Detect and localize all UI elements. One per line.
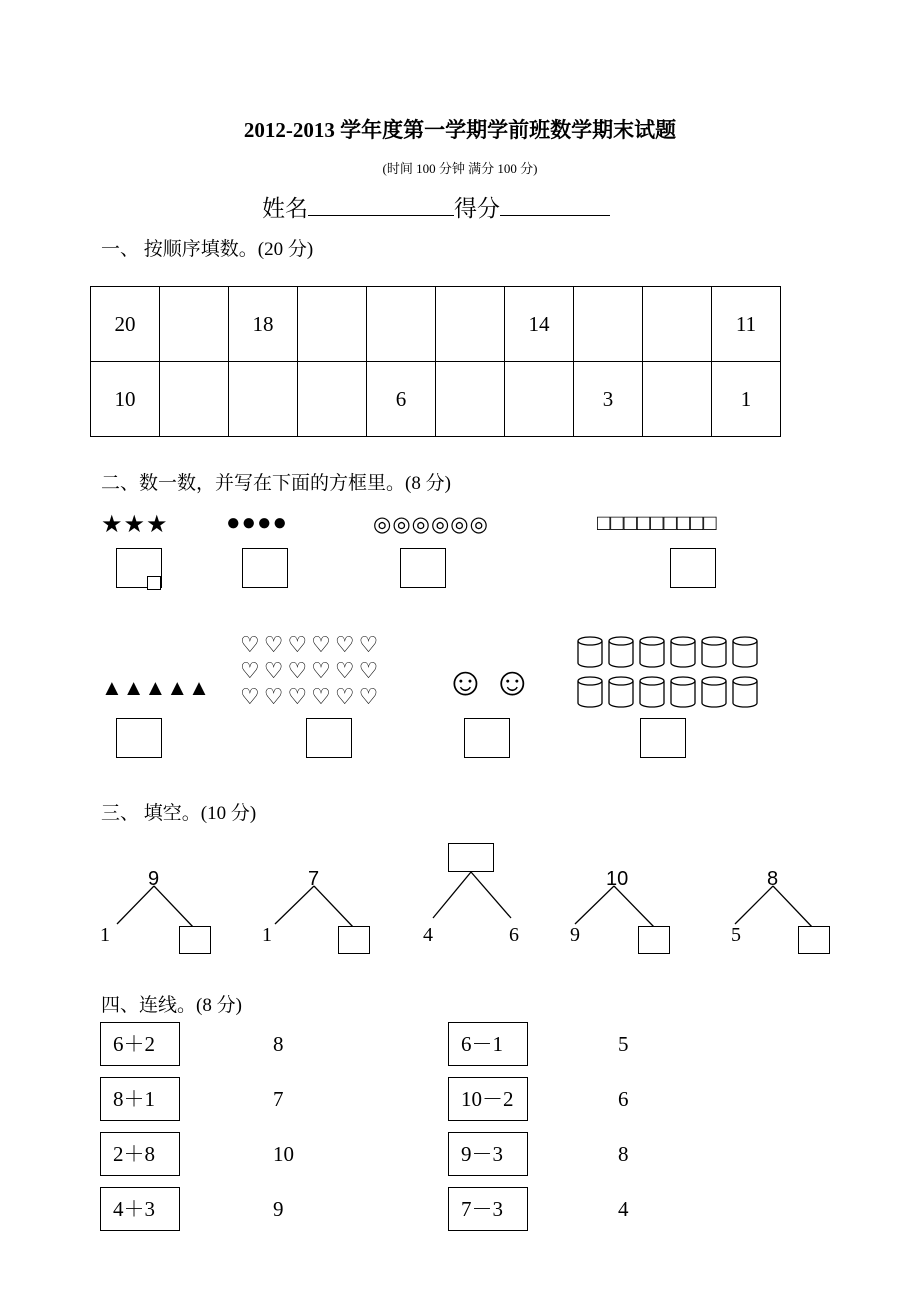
sequence-cell-blank[interactable]: [298, 287, 367, 362]
sequence-cell-blank[interactable]: [574, 287, 643, 362]
tree-answer-box[interactable]: [448, 843, 494, 872]
cylinder-icon: [609, 677, 633, 707]
hearts-row: ♡♡♡♡♡♡: [240, 632, 383, 657]
section-4-heading: 四、连线。(8 分): [101, 995, 242, 1016]
sequence-cell: 6: [367, 362, 436, 437]
answer-number[interactable]: 6: [618, 1087, 629, 1111]
sequence-cell-blank[interactable]: [505, 362, 574, 437]
expression-box[interactable]: 9－3: [448, 1132, 528, 1176]
cylinder-icon: [733, 677, 757, 707]
tree-left-number: 1: [262, 924, 272, 946]
cylinder-icon: [671, 637, 695, 667]
answer-box-triangles[interactable]: [116, 718, 162, 758]
sequence-cell: 20: [91, 287, 160, 362]
cylinder-icon: [578, 677, 602, 707]
answer-box-smiles[interactable]: [464, 718, 510, 758]
sequence-cell: 10: [91, 362, 160, 437]
tree-answer-box[interactable]: [638, 926, 670, 954]
answer-number[interactable]: 8: [273, 1032, 284, 1056]
tree-left-number: 5: [731, 924, 741, 946]
hearts-row: ♡♡♡♡♡♡: [240, 658, 383, 683]
page-title: 2012-2013 学年度第一学期学前班数学期末试题: [243, 118, 677, 142]
sequence-table: [90, 286, 781, 437]
expression-box[interactable]: 6＋2: [100, 1022, 180, 1066]
sequence-cell-blank[interactable]: [643, 287, 712, 362]
answer-box-cylinders[interactable]: [640, 718, 686, 758]
stars-group: ★★★: [101, 512, 169, 538]
sequence-cell: 18: [229, 287, 298, 362]
sequence-cell-blank[interactable]: [367, 287, 436, 362]
expression-box[interactable]: 8＋1: [100, 1077, 180, 1121]
sequence-cell: 14: [505, 287, 574, 362]
cylinder-icon: [733, 637, 757, 667]
answer-number[interactable]: 4: [618, 1197, 629, 1221]
tree-left-number: 9: [570, 924, 580, 946]
page-subtitle: (时间 100 分钟 满分 100 分): [382, 161, 538, 176]
sequence-cell-blank[interactable]: [643, 362, 712, 437]
sequence-cell: 11: [712, 287, 781, 362]
answer-box-circles[interactable]: [242, 548, 288, 588]
answer-box-hearts[interactable]: [306, 718, 352, 758]
tree-top-number: 10: [606, 868, 629, 890]
cylinder-icon: [640, 637, 664, 667]
table-row: [91, 287, 781, 362]
cylinders-group: [575, 634, 765, 708]
name-label: 姓名: [262, 196, 308, 221]
circles-group: ●●●●: [226, 510, 288, 536]
expression-box[interactable]: 2＋8: [100, 1132, 180, 1176]
cylinder-icon: [640, 677, 664, 707]
cylinder-icon: [578, 637, 602, 667]
expression-box[interactable]: 10－2: [448, 1077, 528, 1121]
answer-number[interactable]: 10: [273, 1142, 294, 1166]
name-score-row: [262, 190, 610, 223]
sequence-cell-blank[interactable]: [160, 362, 229, 437]
tree-answer-box[interactable]: [179, 926, 211, 954]
tree-answer-box[interactable]: [798, 926, 830, 954]
tree-right-number: 6: [509, 924, 519, 946]
sequence-cell-blank[interactable]: [160, 287, 229, 362]
tree-answer-box[interactable]: [338, 926, 370, 954]
cylinder-icon: [702, 637, 726, 667]
tree-left-number: 1: [100, 924, 110, 946]
answer-number[interactable]: 9: [273, 1197, 284, 1221]
sequence-cell-blank[interactable]: [298, 362, 367, 437]
sequence-cell-blank[interactable]: [229, 362, 298, 437]
expression-box[interactable]: 7－3: [448, 1187, 528, 1231]
section-1-heading: 一、 按顺序填数。(20 分): [101, 239, 314, 260]
tree-top-number: 9: [148, 868, 160, 890]
answer-box-rings[interactable]: [400, 548, 446, 588]
section-2-heading: 二、数一数，并写在下面的方框里。(8 分): [101, 473, 451, 494]
answer-number[interactable]: 7: [273, 1087, 284, 1111]
hearts-group: [240, 632, 382, 710]
tree-left-number: 4: [423, 924, 433, 946]
cylinder-icon: [609, 637, 633, 667]
cylinder-icons: [578, 637, 757, 707]
answer-box-squares[interactable]: [670, 548, 716, 588]
triangles-group: ▲▲▲▲▲: [101, 675, 210, 700]
answer-number[interactable]: 5: [618, 1032, 629, 1056]
cylinder-icon: [671, 677, 695, 707]
corner-mark: [147, 576, 161, 590]
rings-group: ◎◎◎◎◎◎: [373, 512, 489, 536]
score-label: 得分: [454, 196, 500, 221]
tree-top-number: 7: [308, 868, 320, 890]
hearts-row: ♡♡♡♡♡♡: [240, 684, 383, 709]
expression-box[interactable]: 6－1: [448, 1022, 528, 1066]
tree-top-number: 8: [767, 868, 779, 890]
sequence-cell: 1: [712, 362, 781, 437]
table-row: [91, 362, 781, 437]
answer-number[interactable]: 8: [618, 1142, 629, 1166]
sequence-cell-blank[interactable]: [436, 287, 505, 362]
cylinder-icon: [702, 677, 726, 707]
sequence-cell: 3: [574, 362, 643, 437]
sequence-cell-blank[interactable]: [436, 362, 505, 437]
name-blank[interactable]: [308, 193, 454, 216]
expression-box[interactable]: 4＋3: [100, 1187, 180, 1231]
smiles-group: ☺☺: [445, 659, 539, 704]
section-3-heading: 三、 填空。(10 分): [101, 803, 257, 824]
score-blank[interactable]: [500, 193, 610, 216]
squares-group: □□□□□□□□□: [597, 510, 717, 535]
